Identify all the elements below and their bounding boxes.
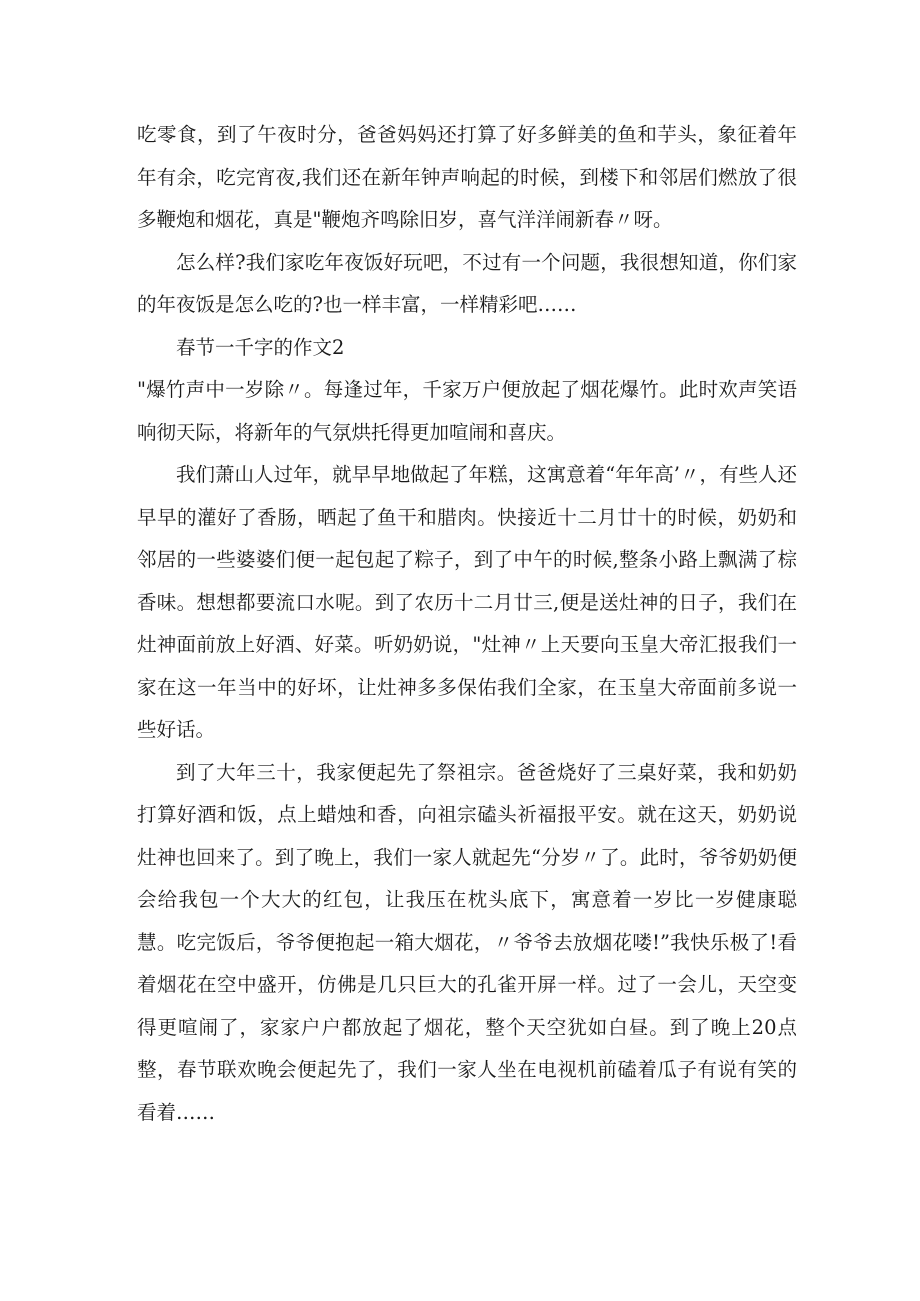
paragraph: 怎么样?我们家吃年夜饭好玩吧，不过有一个问题，我很想知道，你们家的年夜饭是怎么吃的?也一样丰富，一样精彩吧…… (137, 250, 797, 316)
paragraph: 我们萧山人过年，就早早地做起了年糕，这寓意着“年年高’〃，有些人还早早的灌好了香肠，晒起了鱼干和腊肉。快接近十二月廿十的时候，奶奶和邻居的一些婆婆们便一起包起了粽子，到了中午的时候,整条小路上飘满了棕香味。想想都要流口水呢。到了农历十二月廿三,便是送灶神的日子，我们在灶神面前放上好酒、好菜。听奶奶说，"灶神〃上天要向玉皇大帝汇报我们一家在这一年当中的好坏，让灶神多多保佑我们全家，在玉皇大帝面前多说一些好话。 (137, 463, 797, 741)
paragraph: 到了大年三十，我家便起先了祭祖宗。爸爸烧好了三桌好菜，我和奶奶打算好酒和饭，点上蜡烛和香，向祖宗磕头祈福报平安。就在这天，奶奶说灶神也回来了。到了晚上，我们一家人就起先“分岁〃了。此时，爷爷奶奶便会给我包一个大大的红包，让我压在枕头底下，寓意着一岁比一岁健康聪慧。吃完饭后，爷爷便抱起一箱大烟花，〃爷爷去放烟花喽!”我快乐极了!看着烟花在空中盛开，仿佛是几只巨大的孔雀开屏一样。过了一会儿，天空变得更喧闹了，家家户户都放起了烟花，整个天空犹如白昼。到了晚上20点整，春节联欢晚会便起先了，我们一家人坐在电视机前磕着瓜子有说有笑的看着…… (137, 760, 797, 1124)
section-heading: 春节一千字的作文2 (176, 335, 345, 359)
paragraph: "爆竹声中一岁除〃。每逢过年，千家万户便放起了烟花爆竹。此时欢声笑语响彻天际，将新年的气氛烘托得更加喧闹和喜庆。 (137, 378, 797, 444)
document-body (137, 114, 797, 1134)
paragraph-continuation: 吃零食，到了午夜时分，爸爸妈妈还打算了好多鲜美的鱼和芋头，象征着年年有余，吃完宵夜,我们还在新年钟声响起的时候，到楼下和邻居们燃放了很多鞭炮和烟花，真是"鞭炮齐鸣除旧岁，喜气洋洋闹新春〃呀。 (137, 123, 797, 231)
